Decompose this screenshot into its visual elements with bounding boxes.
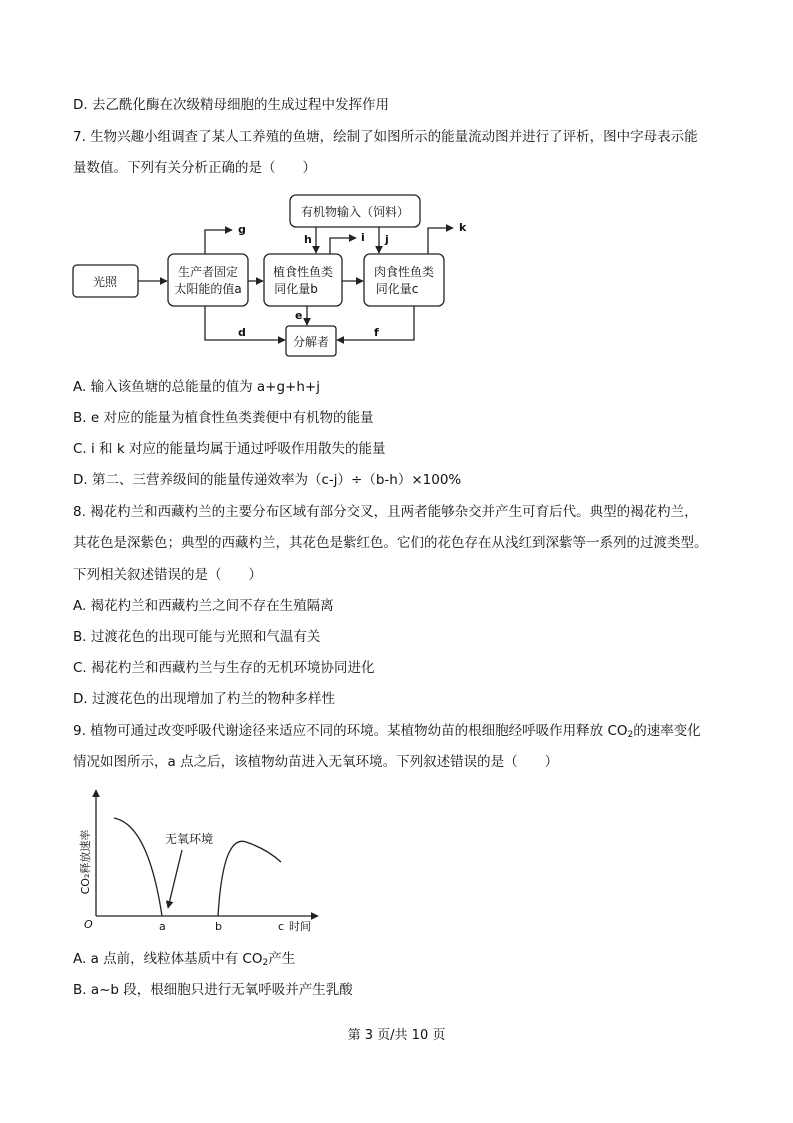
- q9-stem-line1-a: 9. 植物可通过改变呼吸代谢途径来适应不同的环境。某植物幼苗的根细胞经呼吸作用释放 CO: [73, 723, 628, 739]
- herbivore-box: [264, 254, 342, 306]
- page-footer: 第 3 页/共 10 页: [347, 1028, 446, 1043]
- q9-option-a: [73, 950, 295, 972]
- herbivore-label-1: 植食性鱼类: [272, 265, 334, 279]
- q9-stem-line1-sub: 2: [627, 730, 634, 740]
- q6-option-d: D. 去乙酰化酶在次级精母细胞的生成过程中发挥作用: [73, 97, 389, 113]
- q8-stem-line2: 其花色是深紫色；典型的西藏杓兰，其花色是紫红色。它们的花色存在从浅红到深紫等一系列的过渡类型。: [73, 535, 708, 551]
- q7-option-d: D. 第二、三营养级间的能量传递效率为（c-j）÷（b-h）×100%: [73, 472, 462, 488]
- letter-k: k: [459, 221, 467, 234]
- arrow-i: [330, 238, 356, 254]
- tick-b: b: [215, 920, 222, 933]
- q7-option-c: C. i 和 k 对应的能量均属于通过呼吸作用散失的能量: [73, 441, 386, 457]
- q7-option-b: B. e 对应的能量为植食性鱼类粪便中有机物的能量: [73, 410, 374, 426]
- origin-label: O: [84, 918, 93, 931]
- co2-rate-graph: [70, 780, 330, 940]
- letter-j: j: [385, 233, 389, 246]
- q9-option-b: B. a~b 段，根细胞只进行无氧呼吸并产生乳酸: [73, 982, 353, 998]
- letter-e: e: [295, 309, 303, 322]
- letter-i: i: [361, 231, 365, 244]
- decomposer-label: 分解者: [292, 335, 330, 349]
- q7-stem-line1: 7. 生物兴趣小组调查了某人工养殖的鱼塘，绘制了如图所示的能量流动图并进行了评析，图中字母表示能: [73, 129, 698, 145]
- q9-option-a-sub: 2: [262, 958, 269, 968]
- q9-option-a-pre: A. a 点前，线粒体基质中有 CO: [73, 951, 263, 967]
- arrow-k: [428, 228, 453, 254]
- carnivore-box: [364, 254, 444, 306]
- x-axis-label: 时间: [289, 920, 311, 933]
- q8-option-d: D. 过渡花色的出现增加了杓兰的物种多样性: [73, 691, 335, 707]
- letter-d: d: [238, 326, 246, 339]
- q9-option-a-post: 产生: [268, 951, 296, 967]
- q8-stem-line3: 下列相关叙述错误的是（ ）: [73, 567, 262, 583]
- producer-label-2: 太阳能的值a: [174, 282, 242, 296]
- carnivore-label-2: 同化量c: [375, 282, 419, 296]
- arrow-g: [205, 230, 232, 254]
- q9-stem-line1: [73, 722, 701, 744]
- letter-h: h: [304, 233, 312, 246]
- q9-stem-line1-b: 的速率变化: [633, 723, 701, 739]
- q7-stem-line2: 量数值。下列有关分析正确的是（ ）: [73, 160, 316, 176]
- q8-option-a: A. 褐花杓兰和西藏杓兰之间不存在生殖隔离: [73, 598, 334, 614]
- tick-a: a: [159, 920, 166, 933]
- letter-g: g: [238, 223, 246, 236]
- annotation-arrow: [168, 850, 182, 908]
- q8-option-c: C. 褐花杓兰和西藏杓兰与生存的无机环境协同进化: [73, 660, 375, 676]
- y-axis-label: CO₂释放速率: [79, 829, 92, 895]
- curve-before-a: [114, 818, 162, 916]
- carnivore-label-1: 肉食性鱼类: [373, 265, 435, 279]
- herbivore-label-2: 同化量b: [274, 282, 318, 296]
- light-label: 光照: [92, 275, 118, 289]
- feed-input-label: 有机物输入（饲料）: [300, 205, 410, 219]
- tick-c: c: [278, 920, 285, 933]
- producer-box: [168, 254, 248, 306]
- q8-option-b: B. 过渡花色的出现可能与光照和气温有关: [73, 629, 321, 645]
- q7-option-a: A. 输入该鱼塘的总能量的值为 a+g+h+j: [73, 379, 320, 395]
- annotation-anaerobic: 无氧环境: [165, 832, 214, 846]
- curve-after-b: [218, 841, 281, 916]
- energy-flow-diagram: [60, 185, 480, 365]
- q8-stem-line1: 8. 褐花杓兰和西藏杓兰的主要分布区域有部分交叉，且两者能够杂交并产生可育后代。典型的褐花杓兰，: [73, 504, 698, 520]
- producer-label-1: 生产者固定: [177, 265, 239, 279]
- q9-stem-line2: 情况如图所示，a 点之后，该植物幼苗进入无氧环境。下列叙述错误的是（ ）: [73, 754, 559, 770]
- letter-f: f: [374, 326, 379, 339]
